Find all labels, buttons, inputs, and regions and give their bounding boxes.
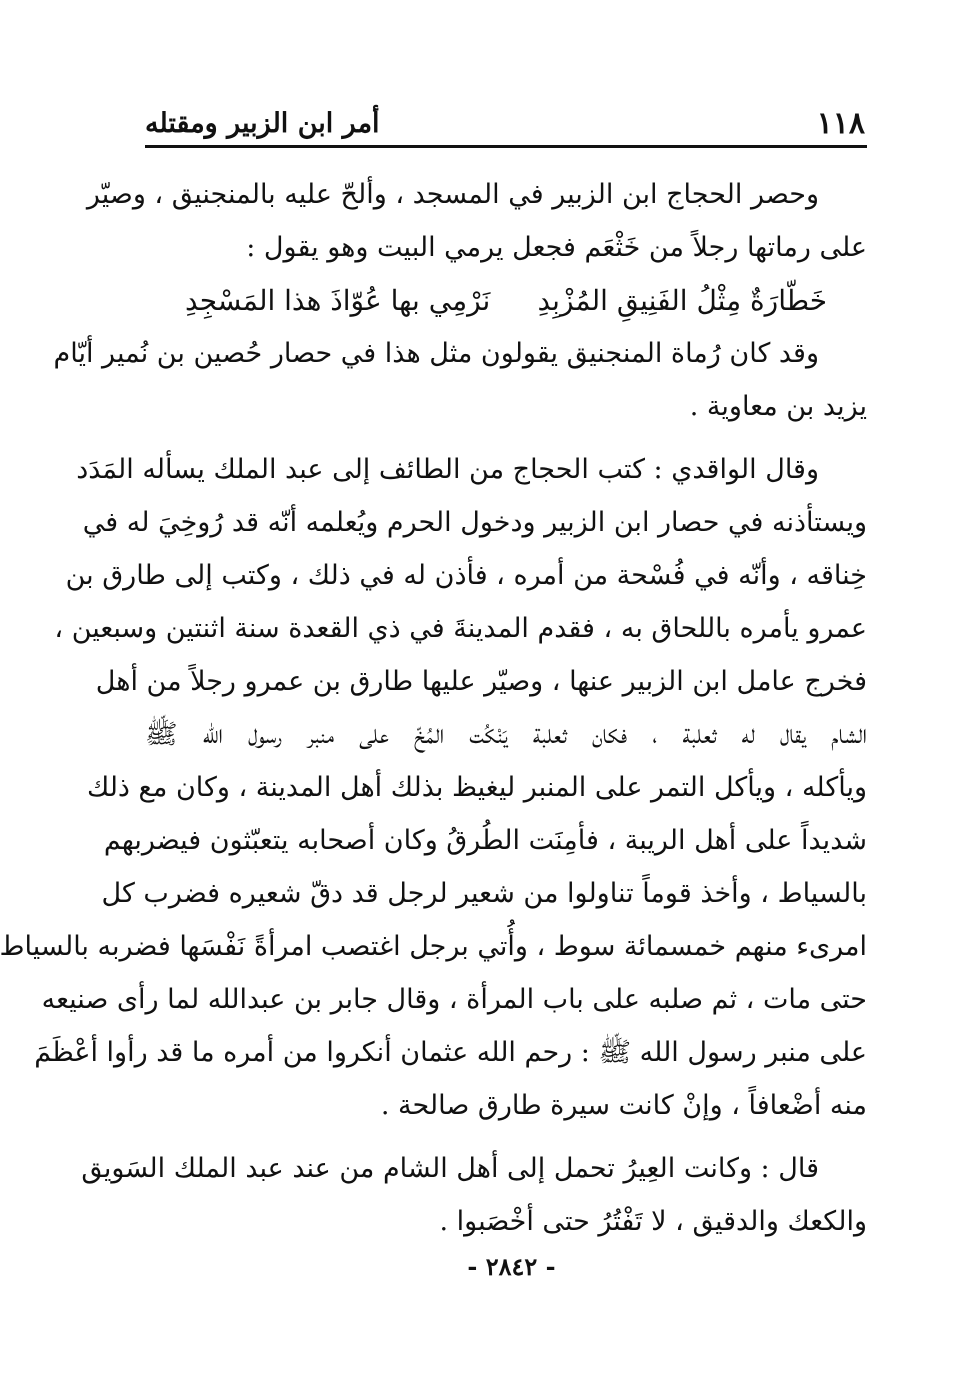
text-line: منه أضْعافاً ، وإنْ كانت سيرة طارق صالحة . [380, 1090, 867, 1121]
paragraph-gap [145, 1132, 867, 1142]
page-header [145, 92, 865, 144]
text-line: شديداً على أهل الريبة ، فأمِنَت الطُرقُ وكان أصحابه يتعبّثون فيضربهم [103, 825, 867, 856]
text-line: حتى مات ، ثم صلبه على باب المرأة ، وقال جابر بن عبدالله لما رأى صنيعه [41, 984, 867, 1015]
poetry-verse [145, 274, 867, 327]
verse-second-hemistich: نَرْمِي بها عُوّاذَ هذا المَسْجِدِ [185, 284, 491, 317]
text-line: وقال الواقدي : كتب الحجاج من الطائف إلى عبد الملك يسأله المَدَد [76, 454, 819, 485]
verse-first-hemistich: خَطّارَةٌ مِثْلُ الفَنِيقِ المُزْبِدِ [537, 284, 827, 317]
running-title: أمر ابن الزبير ومقتله [145, 108, 380, 139]
body-text [0, 168, 867, 1248]
header-rule [145, 145, 867, 148]
text-line: ويستأذنه في حصار ابن الزبير ودخول الحرم ويُعلمه أنّه قد رُوخِيَ له في [82, 507, 867, 538]
text-line: خِناقه ، وأنّه في فُسْحة من أمره ، فأذن له في ذلك ، وكتب إلى طارق بن [65, 560, 867, 591]
footer-page-number: - ٢٨٤٢ - [467, 1252, 556, 1281]
text-line: وحصر الحجاج ابن الزبير في المسجد ، وألحّ عليه بالمنجنيق ، وصيّر [86, 179, 819, 210]
paragraph-gap [145, 433, 867, 443]
text-line: قال : وكانت العِيرُ تحمل إلى أهل الشام من عند عبد الملك السَويق [81, 1153, 819, 1184]
text-line: عمرو يأمره باللحاق به ، فقدم المدينةَ في ذي القعدة سنة اثنتين وسبعين ، [54, 613, 867, 644]
page-number: ١١٨ [816, 106, 865, 141]
text-line: امرىء منهم خمسمائة سوط ، وأُتي برجل اغتصب امرأةً نَفْسَها فضربه بالسياط [0, 931, 867, 962]
text-line: فخرج عامل ابن الزبير عنها ، وصيّر عليها طارق بن عمرو رجلاً من أهل [95, 666, 867, 697]
text-line: ويأكله ، ويأكل التمر على المنبر ليغيظ بذلك أهل المدينة ، وكان مع ذلك [86, 772, 867, 803]
text-line: يزيد بن معاوية . [689, 391, 867, 422]
text-line: وقد كان رُماة المنجنيق يقولون مثل هذا في حصار حُصين بن نُمير أيّام [53, 338, 819, 369]
text-line: بالسياط ، وأخذ قوماً تناولوا من شعير لرجل قد دقّ شعيره فضرب كل [101, 878, 867, 909]
text-line: والكعك والدقيق ، لا تَفْتُرُ حتى أخْصَبوا . [439, 1206, 867, 1237]
text-line: الشام يقال له ثعلبة ، فكان ثعلبة يَنْكُت المُخّ على منبر رسول الله ﷺ [145, 719, 867, 750]
text-line: على رماتها رجلاً من خَثْعَم فجعل يرمي البيت وهو يقول : [246, 232, 867, 263]
text-line: على منبر رسول الله ﷺ : رحم الله عثمان أنكروا من أمره ما قد رأوا أعْظَمَ [34, 1037, 867, 1068]
